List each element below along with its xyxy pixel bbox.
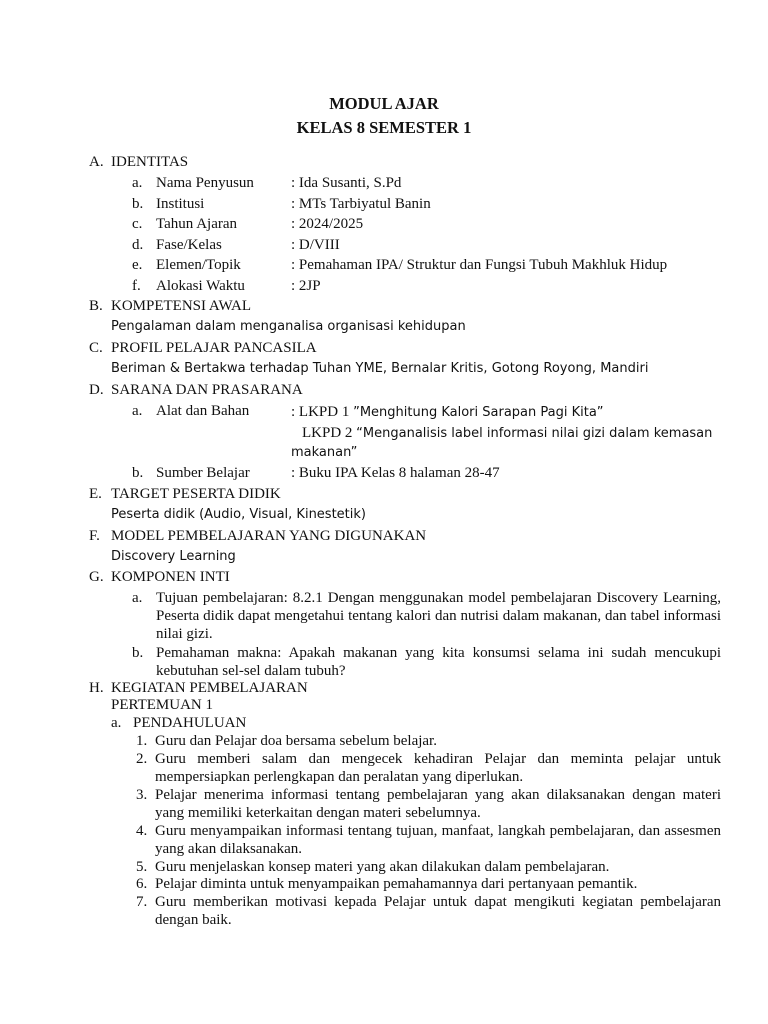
facility-label: Alat dan Bahan	[156, 403, 250, 419]
section-e-letter: E.	[89, 486, 102, 502]
step-number: 3.	[136, 787, 148, 803]
subsection-letter: a.	[111, 715, 122, 731]
identity-letter: c.	[132, 216, 143, 232]
facility-value-line2	[302, 425, 712, 441]
identity-value: : 2JP	[291, 278, 321, 294]
step-number: 2.	[136, 751, 148, 767]
step-text: Guru dan Pelajar doa bersama sebelum belajar.	[155, 733, 437, 749]
section-a-letter: A.	[89, 154, 104, 170]
section-d-heading: SARANA DAN PRASARANA	[111, 382, 303, 398]
section-b-body: Pengalaman dalam menganalisa organisasi kehidupan	[111, 319, 466, 334]
section-f-letter: F.	[89, 528, 100, 544]
facility-label: Sumber Belajar	[156, 465, 250, 481]
section-f-body: Discovery Learning	[111, 549, 236, 564]
facility-value-text: “Menganalisis label informasi nilai gizi dalam kemasan	[356, 426, 713, 441]
step-text: Pelajar menerima informasi tentang pembelajaran yang akan dilaksanakan dengan materi yang memiliki keterkaitan dengan materi sebelumnya.	[155, 787, 721, 821]
identity-letter: a.	[132, 175, 143, 191]
step-number: 1.	[136, 733, 148, 749]
identity-label: Elemen/Topik	[156, 257, 241, 273]
facility-value-prefix: : LKPD 1	[291, 404, 354, 420]
identity-value: : Pemahaman IPA/ Struktur dan Fungsi Tubuh Makhluk Hidup	[291, 257, 668, 273]
identity-letter: e.	[132, 257, 143, 273]
step-number: 6.	[136, 876, 148, 892]
step-text: Guru menjelaskan konsep materi yang akan dilakukan dalam pembelajaran.	[155, 859, 610, 875]
facility-value-line1	[291, 404, 604, 420]
facility-value-line3: makanan”	[291, 445, 358, 460]
core-item-text: Tujuan pembelajaran: 8.2.1 Dengan menggunakan model pembelajaran Discovery Learning, Peserta didik dapat mengetahui tentang kalori dan nutrisi dalam makanan, dan tabel informasi nilai gizi.	[156, 590, 721, 642]
identity-label: Nama Penyusun	[156, 175, 254, 191]
identity-label: Fase/Kelas	[156, 237, 222, 253]
section-c-letter: C.	[89, 340, 103, 356]
section-g-letter: G.	[89, 569, 104, 585]
step-text: Guru menyampaikan informasi tentang tujuan, manfaat, langkah pembelajaran, dan assesmen yang akan dilaksanakan.	[155, 823, 721, 857]
identity-label: Alokasi Waktu	[156, 278, 245, 294]
section-d-letter: D.	[89, 382, 104, 398]
step-text: Guru memberi salam dan mengecek kehadiran Pelajar dan meminta pelajar untuk mempersiapkan perlengkapan dan peralatan yang diperlukan.	[155, 751, 721, 785]
section-g-heading: KOMPONEN INTI	[111, 569, 230, 585]
meeting-heading: PERTEMUAN 1	[111, 697, 214, 713]
step-number: 7.	[136, 894, 148, 910]
section-b-heading: KOMPETENSI AWAL	[111, 298, 252, 314]
core-item-letter: b.	[132, 645, 144, 661]
identity-label: Institusi	[156, 196, 205, 212]
section-h-letter: H.	[89, 680, 104, 696]
step-number: 5.	[136, 859, 148, 875]
identity-value: : MTs Tarbiyatul Banin	[291, 196, 431, 212]
section-f-heading: MODEL PEMBELAJARAN YANG DIGUNAKAN	[111, 528, 427, 544]
identity-letter: b.	[132, 196, 144, 212]
section-h-heading: KEGIATAN PEMBELAJARAN	[111, 680, 308, 696]
identity-value: : Ida Susanti, S.Pd	[291, 175, 402, 191]
identity-label: Tahun Ajaran	[156, 216, 238, 232]
step-text: Guru memberikan motivasi kepada Pelajar untuk dapat mengikuti kegiatan pembelajaran dengan baik.	[155, 894, 721, 928]
section-b-letter: B.	[89, 298, 103, 314]
page-title: MODUL AJAR	[329, 94, 439, 113]
section-e-heading: TARGET PESERTA DIDIK	[111, 486, 281, 502]
identity-value: : D/VIII	[291, 237, 340, 253]
section-a-heading: IDENTITAS	[111, 154, 189, 170]
identity-letter: f.	[132, 278, 141, 294]
facility-letter: a.	[132, 403, 143, 419]
step-number: 4.	[136, 823, 148, 839]
facility-value: : Buku IPA Kelas 8 halaman 28-47	[291, 465, 500, 481]
facility-value-text: ”Menghitung Kalori Sarapan Pagi Kita”	[353, 405, 604, 420]
core-item-letter: a.	[132, 590, 143, 606]
section-e-body: Peserta didik (Audio, Visual, Kinestetik)	[111, 507, 366, 522]
identity-value: : 2024/2025	[291, 216, 364, 232]
subsection-heading: PENDAHULUAN	[133, 715, 247, 731]
step-text: Pelajar diminta untuk menyampaikan pemahamannya dari pertanyaan pemantik.	[155, 876, 638, 892]
core-item-text: Pemahaman makna: Apakah makanan yang kita konsumsi selama ini sudah mencukupi kebutuhan sel-sel dalam tubuh?	[156, 645, 721, 679]
section-c-body: Beriman & Bertakwa terhadap Tuhan YME, Bernalar Kritis, Gotong Royong, Mandiri	[111, 361, 649, 376]
section-c-heading: PROFIL PELAJAR PANCASILA	[111, 340, 317, 356]
identity-letter: d.	[132, 237, 144, 253]
page-subtitle: KELAS 8 SEMESTER 1	[296, 118, 472, 137]
facility-value-prefix: LKPD 2	[302, 425, 357, 441]
facility-letter: b.	[132, 465, 144, 481]
